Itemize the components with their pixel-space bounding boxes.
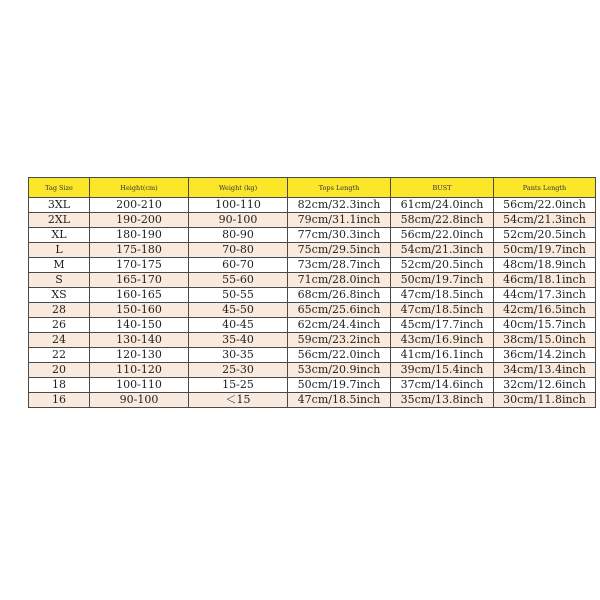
cell-pants-length: 50cm/19.7inch <box>494 243 596 258</box>
cell-pants-length: 36cm/14.2inch <box>494 348 596 363</box>
cell-tops-length: 59cm/23.2inch <box>288 333 391 348</box>
cell-tag-size: 2XL <box>29 213 90 228</box>
cell-height: 180-190 <box>90 228 189 243</box>
cell-weight: 90-100 <box>189 213 288 228</box>
table-row <box>29 363 596 378</box>
cell-pants-length: 40cm/15.7inch <box>494 318 596 333</box>
col-header-weight: Weight (kg) <box>189 178 288 198</box>
cell-bust: 39cm/15.4inch <box>391 363 494 378</box>
cell-height: 150-160 <box>90 303 189 318</box>
cell-weight: 55-60 <box>189 273 288 288</box>
cell-pants-length: 46cm/18.1inch <box>494 273 596 288</box>
table-row <box>29 258 596 273</box>
table-row <box>29 243 596 258</box>
cell-bust: 56cm/22.0inch <box>391 228 494 243</box>
cell-height: 160-165 <box>90 288 189 303</box>
cell-height: 200-210 <box>90 198 189 213</box>
cell-tops-length: 71cm/28.0inch <box>288 273 391 288</box>
cell-tops-length: 56cm/22.0inch <box>288 348 391 363</box>
table-row <box>29 348 596 363</box>
table-header-row <box>29 178 596 198</box>
cell-pants-length: 42cm/16.5inch <box>494 303 596 318</box>
cell-height: 165-170 <box>90 273 189 288</box>
cell-height: 170-175 <box>90 258 189 273</box>
cell-pants-length: 32cm/12.6inch <box>494 378 596 393</box>
col-header-height: Height(cm) <box>90 178 189 198</box>
col-header-bust: BUST <box>391 178 494 198</box>
cell-weight: 30-35 <box>189 348 288 363</box>
cell-tag-size: 24 <box>29 333 90 348</box>
cell-pants-length: 56cm/22.0inch <box>494 198 596 213</box>
cell-pants-length: 54cm/21.3inch <box>494 213 596 228</box>
cell-height: 175-180 <box>90 243 189 258</box>
cell-tag-size: 20 <box>29 363 90 378</box>
cell-tag-size: XS <box>29 288 90 303</box>
cell-tops-length: 75cm/29.5inch <box>288 243 391 258</box>
cell-pants-length: 38cm/15.0inch <box>494 333 596 348</box>
cell-tag-size: M <box>29 258 90 273</box>
col-header-tag-size: Tag Size <box>29 178 90 198</box>
table-row <box>29 213 596 228</box>
cell-height: 100-110 <box>90 378 189 393</box>
cell-bust: 61cm/24.0inch <box>391 198 494 213</box>
cell-pants-length: 52cm/20.5inch <box>494 228 596 243</box>
cell-bust: 52cm/20.5inch <box>391 258 494 273</box>
cell-pants-length: 44cm/17.3inch <box>494 288 596 303</box>
cell-height: 110-120 <box>90 363 189 378</box>
cell-tops-length: 79cm/31.1inch <box>288 213 391 228</box>
cell-bust: 47cm/18.5inch <box>391 288 494 303</box>
table-row <box>29 303 596 318</box>
cell-weight: 40-45 <box>189 318 288 333</box>
table-row <box>29 393 596 408</box>
cell-tag-size: S <box>29 273 90 288</box>
cell-bust: 58cm/22.8inch <box>391 213 494 228</box>
table-row <box>29 288 596 303</box>
cell-pants-length: 48cm/18.9inch <box>494 258 596 273</box>
cell-bust: 41cm/16.1inch <box>391 348 494 363</box>
cell-weight: 35-40 <box>189 333 288 348</box>
cell-tops-length: 82cm/32.3inch <box>288 198 391 213</box>
cell-weight: 70-80 <box>189 243 288 258</box>
table-row <box>29 198 596 213</box>
cell-height: 140-150 <box>90 318 189 333</box>
table-body <box>29 198 596 408</box>
cell-tag-size: L <box>29 243 90 258</box>
cell-bust: 50cm/19.7inch <box>391 273 494 288</box>
cell-tag-size: 18 <box>29 378 90 393</box>
cell-height: 130-140 <box>90 333 189 348</box>
cell-weight: 25-30 <box>189 363 288 378</box>
cell-tag-size: 28 <box>29 303 90 318</box>
cell-tops-length: 62cm/24.4inch <box>288 318 391 333</box>
table-row <box>29 378 596 393</box>
cell-bust: 37cm/14.6inch <box>391 378 494 393</box>
cell-tag-size: 26 <box>29 318 90 333</box>
cell-tops-length: 50cm/19.7inch <box>288 378 391 393</box>
cell-tag-size: 16 <box>29 393 90 408</box>
cell-pants-length: 34cm/13.4inch <box>494 363 596 378</box>
cell-weight: 60-70 <box>189 258 288 273</box>
col-header-pants-length: Pants Length <box>494 178 596 198</box>
cell-weight: 15-25 <box>189 378 288 393</box>
table-row <box>29 318 596 333</box>
cell-bust: 54cm/21.3inch <box>391 243 494 258</box>
cell-weight: ＜15 <box>189 393 288 408</box>
cell-bust: 35cm/13.8inch <box>391 393 494 408</box>
cell-height: 190-200 <box>90 213 189 228</box>
cell-tops-length: 73cm/28.7inch <box>288 258 391 273</box>
col-header-tops-length: Tops Length <box>288 178 391 198</box>
table-row <box>29 333 596 348</box>
cell-bust: 43cm/16.9inch <box>391 333 494 348</box>
cell-height: 120-130 <box>90 348 189 363</box>
cell-bust: 45cm/17.7inch <box>391 318 494 333</box>
cell-weight: 50-55 <box>189 288 288 303</box>
cell-height: 90-100 <box>90 393 189 408</box>
cell-weight: 80-90 <box>189 228 288 243</box>
cell-tops-length: 47cm/18.5inch <box>288 393 391 408</box>
cell-weight: 100-110 <box>189 198 288 213</box>
cell-weight: 45-50 <box>189 303 288 318</box>
size-chart-table <box>28 177 596 408</box>
cell-tops-length: 53cm/20.9inch <box>288 363 391 378</box>
table-row <box>29 273 596 288</box>
cell-tag-size: 3XL <box>29 198 90 213</box>
table-row <box>29 228 596 243</box>
cell-pants-length: 30cm/11.8inch <box>494 393 596 408</box>
cell-tops-length: 77cm/30.3inch <box>288 228 391 243</box>
cell-tag-size: XL <box>29 228 90 243</box>
cell-tops-length: 65cm/25.6inch <box>288 303 391 318</box>
cell-bust: 47cm/18.5inch <box>391 303 494 318</box>
cell-tag-size: 22 <box>29 348 90 363</box>
cell-tops-length: 68cm/26.8inch <box>288 288 391 303</box>
